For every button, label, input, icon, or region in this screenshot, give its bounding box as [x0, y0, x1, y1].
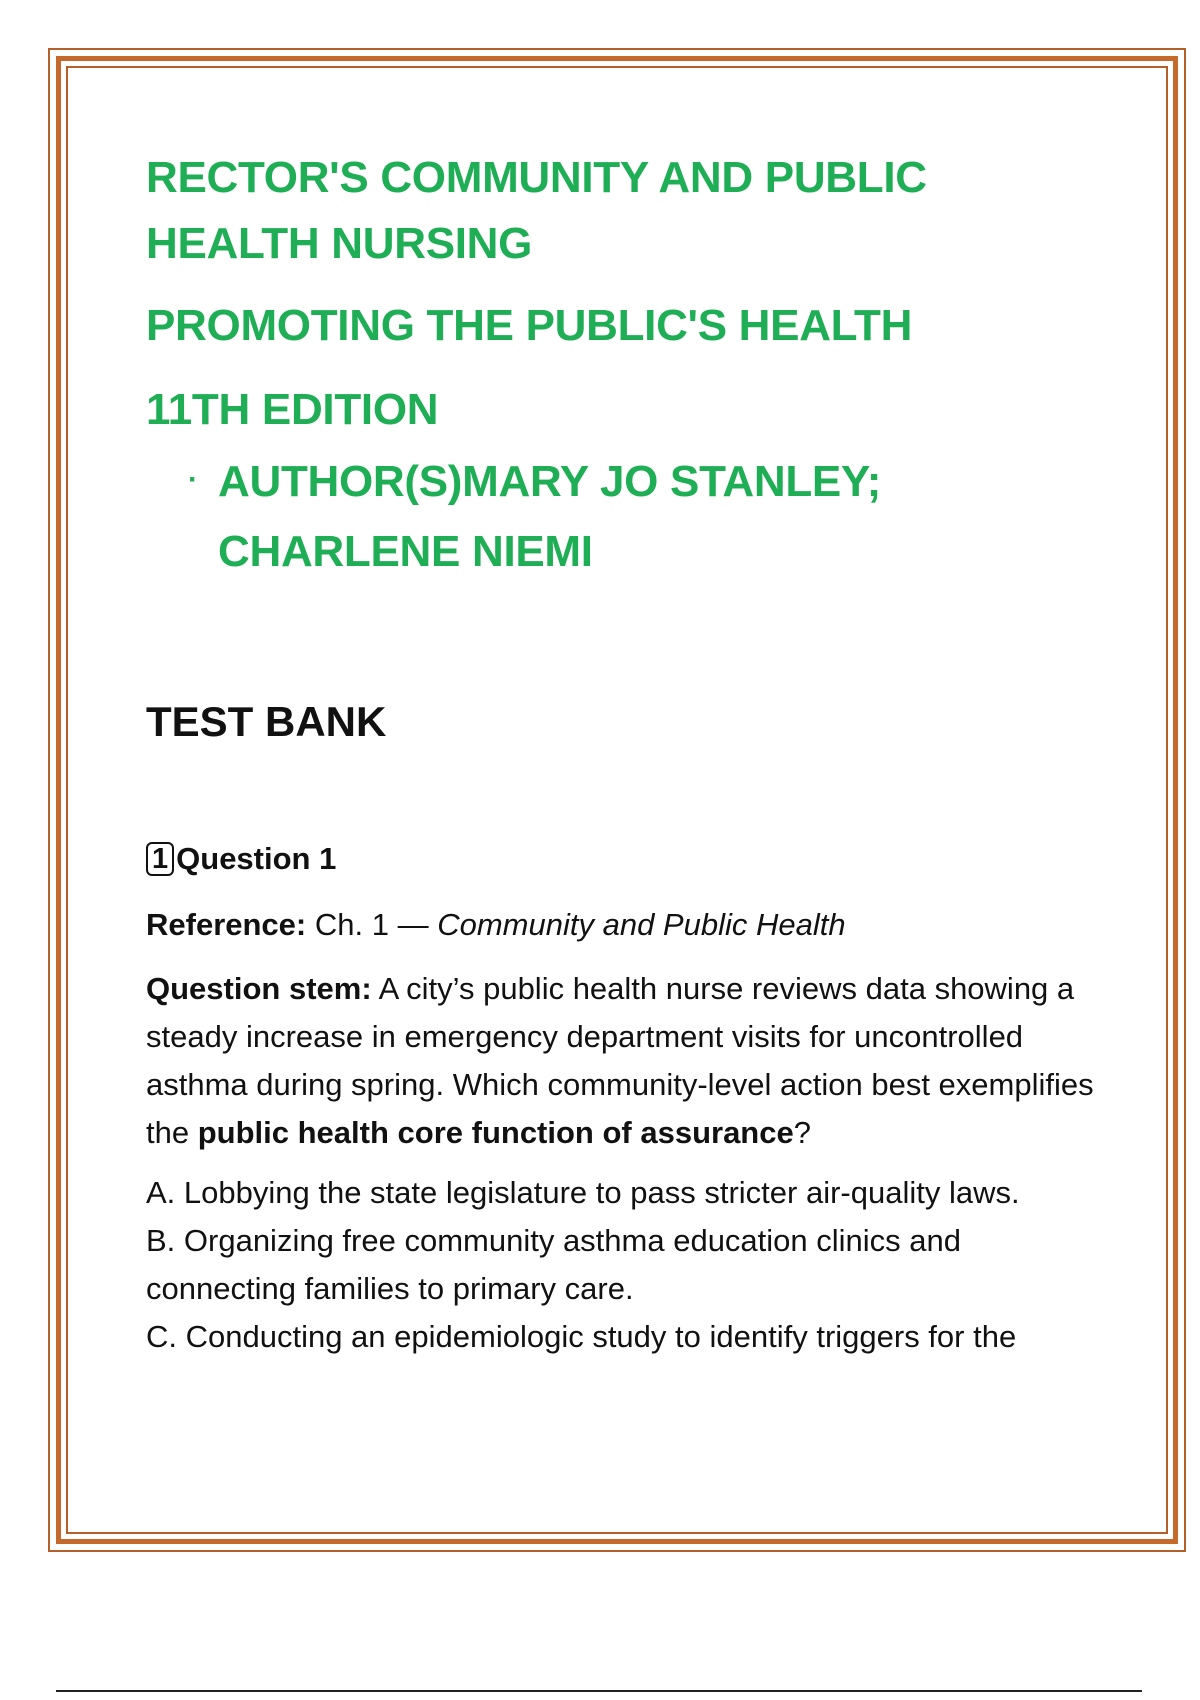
- book-title-line-1: RECTOR'S COMMUNITY AND PUBLIC: [146, 153, 927, 202]
- stem-bold-text: public health core function of assurance: [197, 1115, 794, 1150]
- question-number-box: 1: [146, 842, 174, 876]
- option-a: A. Lobbying the state legislature to pass stricter air-quality laws.: [146, 1175, 1020, 1210]
- book-edition: 11TH EDITION: [146, 385, 439, 434]
- reference-title: Community and Public Health: [437, 907, 846, 942]
- author-list-item: [146, 447, 1096, 587]
- question-stem: [146, 965, 1096, 1157]
- answer-options: [146, 1169, 1096, 1361]
- option-c: C. Conducting an epidemiologic study to identify triggers for the: [146, 1319, 1017, 1354]
- authors: [218, 447, 881, 587]
- author-line-2: CHARLENE NIEMI: [218, 527, 593, 576]
- book-title-line-2: HEALTH NURSING: [146, 219, 533, 268]
- author-line-1: AUTHOR(S)MARY JO STANLEY;: [218, 457, 882, 506]
- section-heading: TEST BANK: [146, 698, 387, 745]
- bullet-icon: ·: [188, 463, 198, 496]
- book-subtitle: PROMOTING THE PUBLIC'S HEALTH: [146, 301, 913, 350]
- book-title: [146, 145, 1096, 277]
- question-heading: [146, 839, 1096, 879]
- option-b: B. Organizing free community asthma education clinics and connecting families to primary care.: [146, 1223, 962, 1306]
- stem-text: A city’s public health nurse reviews data showing a steady increase in emergency department visits for uncontrolled asthma during spring. Which community-level action best exemplifies the: [146, 971, 1094, 1150]
- question-heading-text: Question 1: [176, 841, 337, 876]
- reference-chapter: Ch. 1 —: [314, 907, 429, 942]
- page-footer-rule: [56, 1690, 1142, 1692]
- document-content: [146, 145, 1096, 1361]
- reference-label: Reference:: [146, 907, 307, 942]
- stem-end: ?: [793, 1115, 811, 1150]
- stem-label: Question stem:: [146, 971, 372, 1006]
- question-reference: [146, 901, 1096, 949]
